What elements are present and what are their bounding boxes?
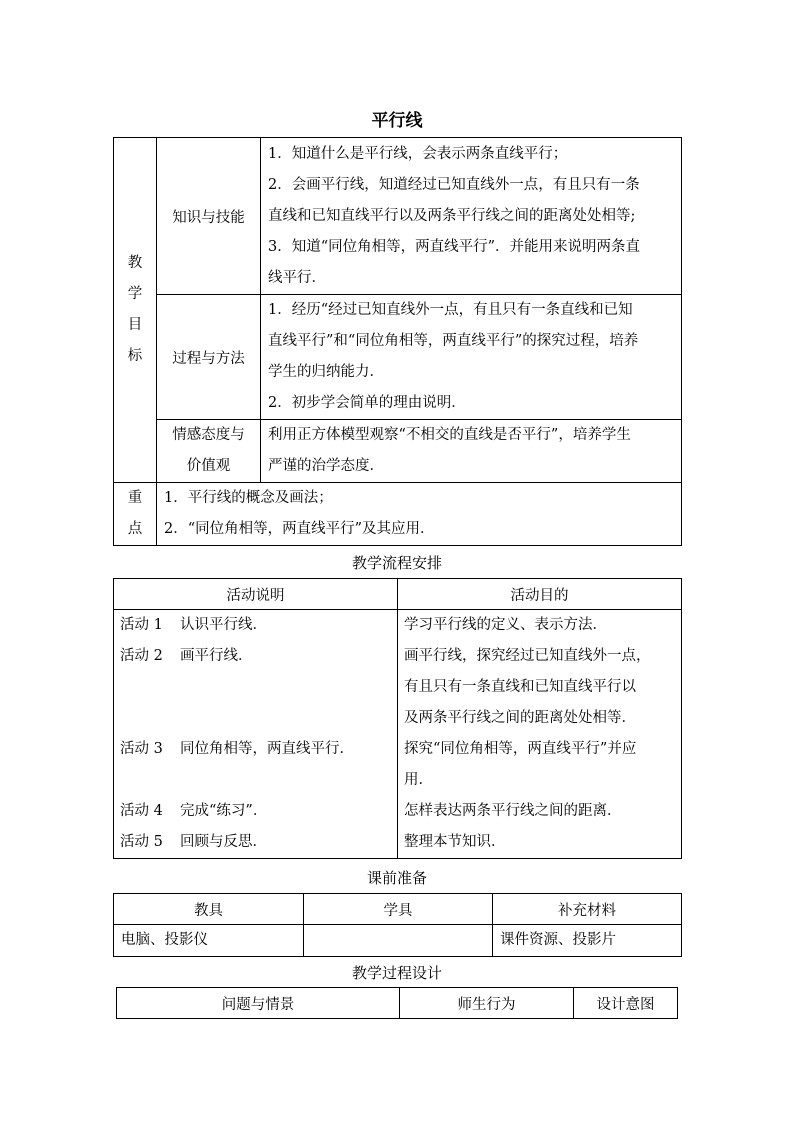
prep-supplementary-value: 课件资源、投影片: [493, 925, 682, 957]
process-methods-content: 1．经历“经过已知直线外一点，有且只有一条直线和已知 直线平行”和“同位角相等，两直线平行”的探究过程，培养 学生的归纳能力． 2．初步学会简单的理由说明．: [261, 295, 682, 420]
prep-table: [113, 893, 682, 957]
category-attitude-values: 情感态度与 价值观: [157, 420, 261, 483]
purpose-item: 学习平行线的定义、表示方法．: [404, 617, 607, 633]
process-table: [116, 987, 678, 1019]
process-header-problem: 问题与情景: [117, 988, 400, 1019]
flow-table: [113, 578, 682, 859]
flow-header-purpose: 活动目的: [398, 579, 682, 610]
flow-purposes-cell: 学习平行线的定义、表示方法． 画平行线，探究经过已知直线外一点， 有且只有一条直线和已知直线平行以 及两条平行线之间的距离处处相等． 探究“同位角相等，两直线平行”并应 用． 怎样表达两条平行线之间的距离． 整理本节知识．: [398, 610, 682, 859]
activity-item: 活动 5 回顾与反思．: [120, 834, 267, 850]
objectives-table: [113, 137, 682, 546]
process-header-intent: 设计意图: [574, 988, 678, 1019]
key-points-header: 重 点: [114, 483, 157, 546]
prep-heading: 课前准备: [366, 869, 427, 887]
category-knowledge-skills: 知识与技能: [157, 138, 261, 295]
activity-item: 活动 4 完成“练习”．: [120, 803, 268, 819]
flow-heading: 教学流程安排: [351, 554, 442, 572]
activity-item: 活动 2 画平行线．: [120, 648, 253, 664]
purpose-item: 探究“同位角相等，两直线平行”并应: [404, 741, 637, 757]
process-header-behavior: 师生行为: [400, 988, 574, 1019]
prep-learning-aids-value: [304, 925, 493, 957]
category-process-methods: 过程与方法: [157, 295, 261, 420]
page-title: 平行线: [371, 111, 423, 131]
purpose-item: 整理本节知识．: [404, 834, 506, 850]
objectives-row-header: 教 学 目 标: [114, 138, 157, 483]
purpose-item: 画平行线，探究经过已知直线外一点，: [404, 648, 651, 664]
purpose-item: 怎样表达两条平行线之间的距离．: [404, 803, 622, 819]
activity-item: 活动 3 同位角相等，两直线平行．: [120, 741, 354, 757]
process-heading: 教学过程设计: [351, 964, 442, 982]
activity-item: 活动 1 认识平行线．: [120, 617, 267, 633]
attitude-values-content: 利用正方体模型观察“不相交的直线是否平行”，培养学生 严谨的治学态度．: [261, 420, 682, 483]
prep-teaching-aids-value: 电脑、投影仪: [114, 925, 304, 957]
prep-header-teaching-aids: 教具: [114, 894, 304, 925]
knowledge-skills-content: 1．知道什么是平行线，会表示两条直线平行； 2．会画平行线，知道经过已知直线外一点，有且只有一条 直线和已知直线平行以及两条平行线之间的距离处处相等; 3．知道“同位角相等，两直线平行”．并能用来说明两条直 线平行．: [261, 138, 682, 295]
prep-header-supplementary: 补充材料: [493, 894, 682, 925]
prep-header-learning-aids: 学具: [304, 894, 493, 925]
flow-header-activity: 活动说明: [114, 579, 398, 610]
key-points-content: 1．平行线的概念及画法； 2．“同位角相等，两直线平行”及其应用．: [157, 483, 682, 546]
flow-activities-cell: [114, 610, 398, 859]
